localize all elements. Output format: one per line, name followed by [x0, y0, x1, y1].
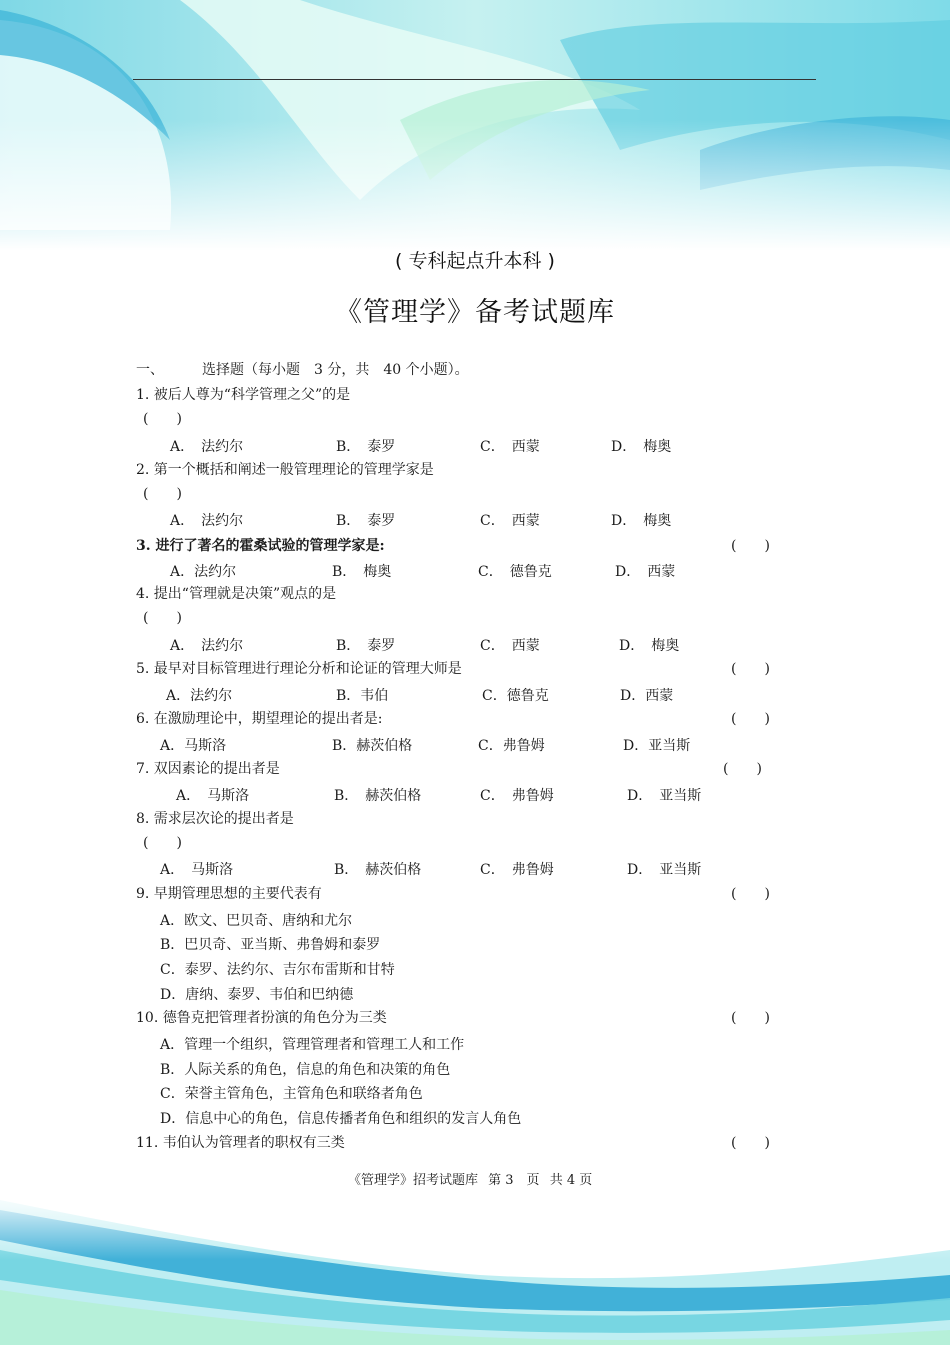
- question-6-option-c: C．弗鲁姆: [478, 738, 545, 754]
- question-10-answer-bracket: ( ): [731, 1010, 770, 1026]
- question-1-answer-bracket: ( ): [143, 411, 182, 427]
- question-3-option-c: C． 德鲁克: [478, 564, 552, 580]
- question-8-option-b: B． 赫茨伯格: [334, 862, 422, 878]
- question-5-answer-bracket: ( ): [731, 661, 770, 677]
- question-10-option-c: C．荣誉主管角色，主管角色和联络者角色: [160, 1086, 423, 1102]
- header-rule: [133, 79, 816, 80]
- question-8-option-c: C． 弗鲁姆: [480, 862, 554, 878]
- question-3-stem: 3. 进行了著名的霍桑试验的管理学家是:: [136, 538, 385, 554]
- question-8-option-d: D． 亚当斯: [627, 862, 702, 878]
- question-4-option-d: D． 梅奥: [619, 638, 680, 654]
- question-10-option-a: A．管理一个组织，管理管理者和管理工人和工作: [160, 1037, 465, 1053]
- document-title: 《管理学》备考试题库: [335, 297, 615, 328]
- section-number: 一、: [136, 362, 164, 378]
- question-7-option-d: D． 亚当斯: [627, 788, 702, 804]
- question-5-option-d: D．西蒙: [620, 688, 674, 704]
- section-heading: 选择题（每小题 3 分，共 40 个小题）。: [202, 362, 469, 378]
- question-9-option-a: A．欧文、巴贝奇、唐纳和尤尔: [160, 913, 353, 929]
- question-3-answer-bracket: ( ): [731, 538, 770, 554]
- question-10-stem: 10. 德鲁克把管理者扮演的角色分为三类: [136, 1010, 387, 1026]
- question-1-stem: 1. 被后人尊为“科学管理之父”的是: [136, 387, 351, 403]
- question-4-option-c: C． 西蒙: [480, 638, 540, 654]
- question-6-option-a: A．马斯洛: [160, 738, 227, 754]
- question-2-answer-bracket: ( ): [143, 486, 182, 502]
- question-10-option-b: B．人际关系的角色，信息的角色和决策的角色: [160, 1062, 451, 1078]
- question-4-stem: 4. 提出“管理就是决策”观点的是: [136, 586, 337, 602]
- question-5-option-b: B．韦伯: [336, 688, 389, 704]
- top-swirl-decoration: [0, 0, 950, 250]
- question-2-option-b: B． 泰罗: [336, 513, 396, 529]
- question-2-option-d: D． 梅奥: [611, 513, 672, 529]
- bottom-swirl-decoration: [0, 1190, 950, 1345]
- question-1-option-c: C． 西蒙: [480, 439, 540, 455]
- question-7-stem: 7. 双因素论的提出者是: [136, 761, 280, 777]
- question-1-option-b: B． 泰罗: [336, 439, 396, 455]
- question-4-option-b: B． 泰罗: [336, 638, 396, 654]
- question-7-option-b: B． 赫茨伯格: [334, 788, 422, 804]
- question-5-option-a: A．法约尔: [166, 688, 233, 704]
- page-footer: [348, 1169, 598, 1188]
- question-6-answer-bracket: ( ): [731, 711, 770, 727]
- question-1-option-a: A． 法约尔: [170, 439, 244, 455]
- footer-document-name: 《管理学》招考试题库: [348, 1173, 479, 1188]
- question-1-option-d: D． 梅奥: [611, 439, 672, 455]
- question-8-option-a: A． 马斯洛: [160, 862, 234, 878]
- question-7-option-a: A． 马斯洛: [176, 788, 250, 804]
- question-9-stem: 9. 早期管理思想的主要代表有: [136, 886, 322, 902]
- footer-page-number: 第 3 页: [488, 1173, 540, 1188]
- question-9-option-b: B．巴贝奇、亚当斯、弗鲁姆和泰罗: [160, 937, 381, 953]
- question-2-option-c: C． 西蒙: [480, 513, 540, 529]
- document-subtitle: ( 专科起点升本科 ): [395, 250, 555, 272]
- question-2-option-a: A． 法约尔: [170, 513, 244, 529]
- question-5-stem: 5. 最早对目标管理进行理论分析和论证的管理大师是: [136, 661, 462, 677]
- footer-page-total: 共 4 页: [549, 1173, 593, 1188]
- question-7-answer-bracket: ( ): [723, 761, 762, 777]
- question-3-option-d: D． 西蒙: [615, 564, 676, 580]
- question-9-answer-bracket: ( ): [731, 886, 770, 902]
- question-3-option-b: B． 梅奥: [332, 564, 392, 580]
- question-8-answer-bracket: ( ): [143, 835, 182, 851]
- question-4-option-a: A． 法约尔: [170, 638, 244, 654]
- question-11-stem: 11. 韦伯认为管理者的职权有三类: [136, 1135, 345, 1151]
- question-6-option-b: B．赫茨伯格: [332, 738, 413, 754]
- question-3-option-a: A．法约尔: [170, 564, 237, 580]
- question-11-answer-bracket: ( ): [731, 1135, 770, 1151]
- question-8-stem: 8. 需求层次论的提出者是: [136, 811, 294, 827]
- question-9-option-c: C．泰罗、法约尔、吉尔布雷斯和甘特: [160, 962, 395, 978]
- question-9-option-d: D．唐纳、泰罗、韦伯和巴纳德: [160, 987, 354, 1003]
- question-4-answer-bracket: ( ): [143, 610, 182, 626]
- question-7-option-c: C． 弗鲁姆: [480, 788, 554, 804]
- question-2-stem: 2. 第一个概括和阐述一般管理理论的管理学家是: [136, 462, 434, 478]
- question-6-option-d: D．亚当斯: [623, 738, 691, 754]
- question-10-option-d: D．信息中心的角色，信息传播者角色和组织的发言人角色: [160, 1111, 522, 1127]
- question-5-option-c: C．德鲁克: [482, 688, 549, 704]
- question-6-stem: 6. 在激励理论中，期望理论的提出者是:: [136, 711, 383, 727]
